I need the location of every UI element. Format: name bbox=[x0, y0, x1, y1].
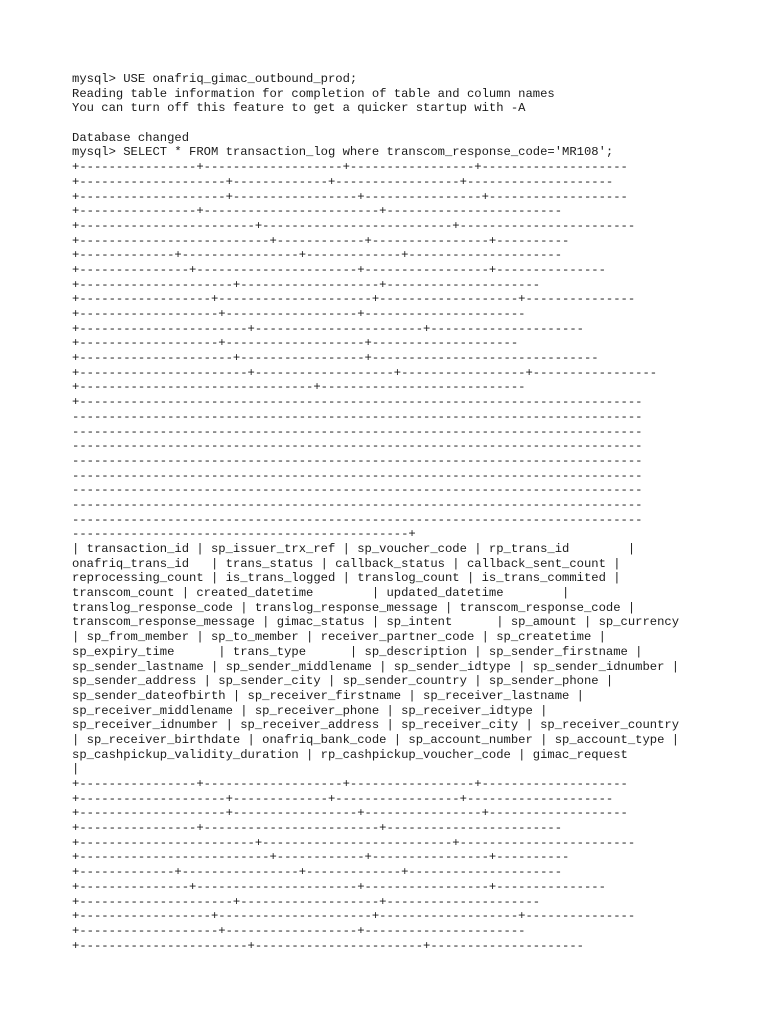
terminal-line: transcom_count | created_datetime | updated_datetime | bbox=[72, 586, 570, 601]
terminal-line: sp_sender_lastname | sp_sender_middlename | sp_sender_idtype | sp_sender_idnumber | bbox=[72, 659, 680, 674]
terminal-line: mysql> SELECT * FROM transaction_log where transcom_response_code='MR108'; bbox=[72, 145, 614, 160]
terminal-line: translog_response_code | translog_response_message | transcom_response_code | bbox=[72, 600, 636, 615]
terminal-line: | sp_from_member | sp_to_member | receiver_partner_code | sp_createtime | bbox=[72, 630, 606, 645]
terminal-line: | sp_receiver_birthdate | onafriq_bank_code | sp_account_number | sp_account_type | bbox=[72, 732, 680, 747]
terminal-line: +-------------------+------------------+---------------------- bbox=[72, 307, 526, 321]
terminal-line: +--------------------+-------------+-----------------+-------------------- bbox=[72, 791, 614, 806]
terminal-line: +----------------+-------------------+-----------------+-------------------- bbox=[72, 777, 628, 791]
terminal-line: | bbox=[72, 762, 80, 777]
terminal-line: +--------------------+-----------------+----------------+------------------- bbox=[72, 806, 628, 821]
terminal-line: +------------------+---------------------+-------------------+--------------- bbox=[72, 292, 636, 307]
terminal-line: +----------------+------------------------+------------------------ bbox=[72, 204, 563, 219]
terminal-line: +----------------+-------------------+-----------------+-------------------- bbox=[72, 160, 628, 175]
terminal-line: You can turn off this feature to get a quicker startup with -A bbox=[72, 101, 526, 116]
terminal-line: +-------------------+-------------------+-------------------- bbox=[72, 336, 519, 351]
terminal-line: +-------------------+------------------+---------------------- bbox=[72, 923, 526, 938]
terminal-line: sp_sender_address | sp_sender_city | sp_sender_country | sp_sender_phone | bbox=[72, 674, 614, 689]
terminal-line: transcom_response_message | gimac_status | sp_intent | sp_amount | sp_currency bbox=[72, 615, 680, 630]
terminal-line: +----------------------------------------------------------------------------- bbox=[72, 395, 643, 410]
terminal-line: ------------------------------------------------------------------------------ bbox=[72, 439, 643, 454]
terminal-line: +---------------+----------------------+-----------------+--------------- bbox=[72, 879, 606, 894]
terminal-line: +----------------+------------------------+------------------------ bbox=[72, 821, 563, 836]
terminal-line: +--------------------------+------------+----------------+---------- bbox=[72, 233, 570, 248]
terminal-line: sp_cashpickup_validity_duration | rp_cashpickup_voucher_code | gimac_request bbox=[72, 747, 628, 762]
terminal-line: +---------------------+-----------------+------------------------------- bbox=[72, 351, 599, 366]
terminal-line bbox=[72, 116, 712, 131]
terminal-line: +------------------------+--------------------------+------------------------ bbox=[72, 835, 636, 850]
terminal-line: ------------------------------------------------------------------------------ bbox=[72, 483, 643, 498]
terminal-line: ----------------------------------------------+ bbox=[72, 527, 416, 542]
mysql-terminal-output bbox=[72, 72, 712, 953]
terminal-line: sp_receiver_middlename | sp_receiver_phone | sp_receiver_idtype | bbox=[72, 703, 548, 718]
terminal-line: +---------------+----------------------+-----------------+--------------- bbox=[72, 262, 606, 277]
terminal-line: +-------------+----------------+-------------+--------------------- bbox=[72, 865, 563, 880]
terminal-line: sp_receiver_idnumber | sp_receiver_address | sp_receiver_city | sp_receiver_country bbox=[72, 718, 680, 733]
terminal-line: +-------------+----------------+-------------+--------------------- bbox=[72, 248, 563, 263]
terminal-line: ------------------------------------------------------------------------------ bbox=[72, 512, 643, 527]
terminal-line: +---------------------+-------------------+--------------------- bbox=[72, 277, 541, 292]
terminal-line: +-----------------------+-----------------------+--------------------- bbox=[72, 321, 584, 336]
terminal-line: | transaction_id | sp_issuer_trx_ref | sp_voucher_code | rp_trans_id | bbox=[72, 542, 636, 556]
terminal-line: mysql> USE onafriq_gimac_outbound_prod; bbox=[72, 72, 358, 86]
terminal-line: +---------------------+-------------------+--------------------- bbox=[72, 894, 541, 909]
terminal-line: +-----------------------+-------------------+-----------------+----------------- bbox=[72, 365, 658, 380]
terminal-line: ------------------------------------------------------------------------------ bbox=[72, 468, 643, 483]
terminal-line: Reading table information for completion of table and column names bbox=[72, 86, 555, 101]
terminal-line: ------------------------------------------------------------------------------ bbox=[72, 409, 643, 424]
terminal-line: ------------------------------------------------------------------------------ bbox=[72, 497, 643, 512]
terminal-line: +--------------------------------+---------------------------- bbox=[72, 380, 526, 395]
terminal-line: sp_expiry_time | trans_type | sp_description | sp_sender_firstname | bbox=[72, 644, 643, 659]
terminal-line: +--------------------+-----------------+----------------+------------------- bbox=[72, 189, 628, 204]
terminal-line: ------------------------------------------------------------------------------ bbox=[72, 424, 643, 439]
terminal-line: +--------------------------+------------+----------------+---------- bbox=[72, 850, 570, 865]
terminal-line: +--------------------+-------------+-----------------+-------------------- bbox=[72, 174, 614, 189]
terminal-line: +-----------------------+-----------------------+--------------------- bbox=[72, 938, 584, 953]
terminal-line: sp_sender_dateofbirth | sp_receiver_firstname | sp_receiver_lastname | bbox=[72, 688, 584, 703]
terminal-line: +------------------+---------------------+-------------------+--------------- bbox=[72, 909, 636, 924]
terminal-line: ------------------------------------------------------------------------------ bbox=[72, 453, 643, 468]
terminal-line: Database changed bbox=[72, 130, 190, 145]
terminal-line: reprocessing_count | is_trans_logged | translog_count | is_trans_commited | bbox=[72, 571, 621, 586]
terminal-line: +------------------------+--------------------------+------------------------ bbox=[72, 218, 636, 233]
terminal-line: onafriq_trans_id | trans_status | callback_status | callback_sent_count | bbox=[72, 556, 621, 571]
